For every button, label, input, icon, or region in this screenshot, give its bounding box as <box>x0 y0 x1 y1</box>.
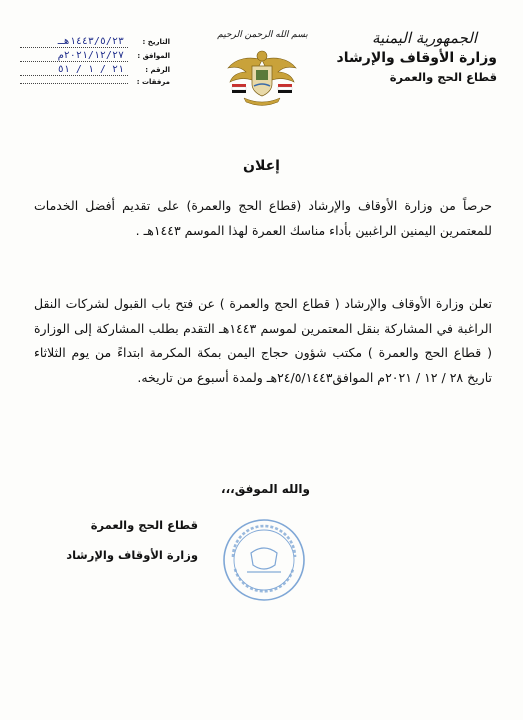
ref-corresp-value: ٢٠٢١/١٢/٢٧م <box>20 50 128 62</box>
ref-attach-row <box>20 78 170 92</box>
ref-date-value: ١٤٤٣/٥/٢٣هـ <box>20 36 128 48</box>
ref-attach-value <box>20 83 128 84</box>
basmala: بسم الله الرحمن الرحيم <box>217 30 308 40</box>
ref-corresp-row <box>20 50 170 64</box>
republic-name: الجمهورية اليمنية <box>371 29 477 47</box>
ref-number-value: ٢١ / ١ / ٥١ <box>20 64 128 76</box>
ministry-header <box>327 28 497 86</box>
ref-number-row <box>20 64 170 78</box>
ref-date-row <box>20 36 170 50</box>
signature-block <box>58 510 198 570</box>
ref-number-label: الرقم : <box>145 66 170 74</box>
yemen-emblem-icon <box>222 46 302 108</box>
paragraph-intro: حرصاً من وزارة الأوقاف والإرشاد (قطاع الحج والعمرة) على تقديم أفضل الخدمات للمعتمرين اليمنين الراغبين بأداء مناسك العمرة لهذا الموسم ١٤٤٣هـ . <box>34 198 492 238</box>
signature-ministry: وزارة الأوقاف والإرشاد <box>66 548 198 562</box>
ref-corresp-label: الموافق : <box>137 52 170 60</box>
sector-name: قطاع الحج والعمرة <box>389 70 497 84</box>
reference-block <box>20 36 170 92</box>
ref-date-label: التاريخ : <box>142 38 170 46</box>
signature-sector: قطاع الحج والعمرة <box>90 518 198 532</box>
ministry-name: وزارة الأوقاف والإرشاد <box>336 50 497 66</box>
ref-attach-label: مرفقات : <box>136 78 170 86</box>
announcement-title: إعلان <box>243 158 280 174</box>
official-stamp-icon <box>221 517 307 603</box>
paragraph-announcement: تعلن وزارة الأوقاف والإرشاد ( قطاع الحج والعمرة ) عن فتح باب القبول لشركات النقل الراغبة في المشاركة بنقل المعتمرين لموسم ١٤٤٣هـ التقدم بطلب المشاركة إلى الوزارة ( قطاع الحج والعمرة ) مكتب شؤون حجاج اليمن بمكة المكرمة ابتداءً من يوم الثلاثاء تاريخ ٢٨ / ١٢ / ٢٠٢١م الموافق٢٤/٥/١٤٤٣هـ ولمدة أسبوع من تاريخه. <box>34 296 492 385</box>
closing-salutation: والله الموفق،،، <box>221 482 310 496</box>
